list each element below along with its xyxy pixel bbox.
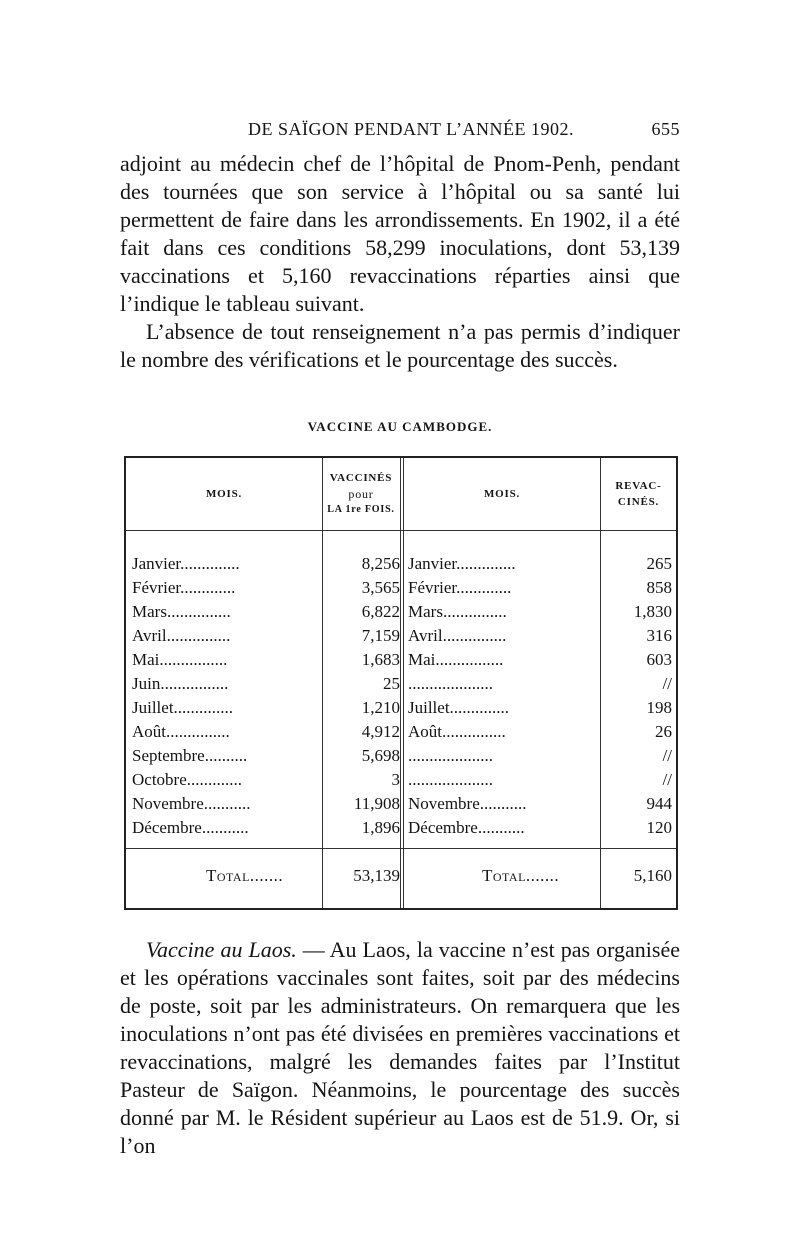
vaccines-cell: 5,698 [361, 746, 400, 765]
total-rule [126, 848, 676, 849]
table-row [126, 578, 676, 602]
month-cell: Février............. [408, 578, 512, 597]
month-cell: Avril............... [132, 626, 231, 645]
vaccines-cell: 1,683 [361, 650, 400, 669]
month-cell: Mai................ [132, 650, 228, 669]
header-mois-right [404, 458, 600, 530]
revaccines-cell: 603 [646, 650, 672, 669]
paragraph-text: L’absence de tout renseignement n’a pas permis d’indiquer le nombre des vérifications et le pourcentage des succès. [120, 319, 680, 372]
vaccines-cell: 1,210 [361, 698, 400, 717]
table-row [126, 698, 676, 722]
table-total-row [126, 856, 676, 896]
revaccines-cell: // [662, 746, 672, 765]
table-row [126, 770, 676, 794]
table-row [126, 674, 676, 698]
paragraph-laos [120, 936, 680, 1160]
vaccines-cell: 4,912 [361, 722, 400, 741]
month-cell: Octobre............. [132, 770, 243, 789]
total-label: Total....... [482, 866, 560, 885]
revaccines-cell: // [662, 674, 672, 693]
vaccines-cell: 8,256 [361, 554, 400, 573]
month-cell: Décembre........... [132, 818, 249, 837]
paragraph-text: adjoint au médecin chef de l’hôpital de Pnom-Penh, pendant des tournées que son service à l’hôpital ou sa santé lui permettent de faire dans les arrondissements. En 1902, il a été fait dans ces conditions 58,299 inoculations, dont 53,139 vaccinations et 5,160 revaccinations réparties ainsi que l’indique le tableau suivant. [120, 151, 680, 316]
table-row [126, 650, 676, 674]
revaccines-cell: 858 [646, 578, 672, 597]
total-label: Total....... [206, 866, 284, 885]
header-label: pour [348, 487, 374, 501]
page-number: 655 [651, 119, 680, 139]
month-cell: Février............. [132, 578, 236, 597]
revaccines-cell: 26 [655, 722, 672, 741]
month-cell: Novembre........... [132, 794, 251, 813]
header-vaccines [322, 458, 400, 530]
header-label: MOIS. [483, 488, 521, 500]
vaccines-cell: 25 [383, 674, 400, 693]
month-cell: Septembre.......... [132, 746, 248, 765]
month-cell: .................... [408, 770, 493, 789]
month-cell: Juin................ [132, 674, 229, 693]
revaccines-cell: 265 [646, 554, 672, 573]
month-cell: Janvier.............. [132, 554, 240, 573]
total-revaccines: 5,160 [633, 866, 672, 885]
month-cell: Mars............... [132, 602, 231, 621]
vaccines-cell: 1,896 [361, 818, 400, 837]
month-cell: Juillet.............. [408, 698, 510, 717]
paragraph-body: — Au Laos, la vaccine n’est pas organisée et les opérations vaccinales sont faites, soit par des médecins de poste, soit par les administrateurs. On remarquera que les inoculations n’ont pas été divisées en premières vaccinations et revaccinations, malgré les demandes faites par l’Institut Pasteur de Saïgon. Néanmoins, le pourcentage des succès donné par M. le Résident supérieur au Laos est de 51.9. Or, si l’on [120, 937, 680, 1158]
revaccines-cell: 1,830 [633, 602, 672, 621]
table-caption: VACCINE AU CAMBODGE. [307, 419, 493, 434]
month-cell: Juillet.............. [132, 698, 234, 717]
table-row [126, 746, 676, 770]
month-cell: Mai................ [408, 650, 504, 669]
month-cell: Août............... [132, 722, 230, 741]
revaccines-cell: 198 [646, 698, 672, 717]
section-heading-inline: Vaccine au Laos. [146, 937, 297, 962]
header-label: LA 1re FOIS. [327, 504, 395, 515]
month-cell: Novembre........... [408, 794, 527, 813]
table-row [126, 626, 676, 650]
header-label: MOIS. [205, 488, 243, 500]
total-vaccines: 53,139 [353, 866, 400, 885]
vaccines-cell: 3 [391, 770, 400, 789]
revaccines-cell: // [662, 770, 672, 789]
month-cell: Août............... [408, 722, 506, 741]
paragraph-absence [120, 318, 680, 374]
vaccination-table [124, 456, 678, 910]
revaccines-cell: 120 [646, 818, 672, 837]
month-cell: .................... [408, 746, 493, 765]
table-row [126, 794, 676, 818]
table-row [126, 602, 676, 626]
vaccines-cell: 7,159 [361, 626, 400, 645]
month-cell: .................... [408, 674, 493, 693]
vaccines-cell: 3,565 [361, 578, 400, 597]
header-label: VACCINÉS [329, 472, 393, 484]
header-label: CINÉS. [617, 496, 660, 508]
header-revaccines [601, 458, 676, 530]
header-label: REVAC- [615, 480, 662, 492]
paragraph-cambodge-intro [120, 150, 680, 318]
vaccines-cell: 11,908 [353, 794, 400, 813]
table-row [126, 554, 676, 578]
month-cell: Avril............... [408, 626, 507, 645]
header-rule [126, 530, 676, 531]
month-cell: Mars............... [408, 602, 507, 621]
table-body [126, 554, 676, 842]
revaccines-cell: 316 [646, 626, 672, 645]
revaccines-cell: 944 [646, 794, 672, 813]
month-cell: Décembre........... [408, 818, 525, 837]
header-mois-left [126, 458, 322, 530]
month-cell: Janvier.............. [408, 554, 516, 573]
header-title: DE SAÏGON PENDANT L’ANNÉE 1902. [248, 119, 574, 139]
paragraph-text [120, 936, 680, 1160]
vaccines-cell: 6,822 [361, 602, 400, 621]
table-row [126, 722, 676, 746]
table-row [126, 818, 676, 842]
